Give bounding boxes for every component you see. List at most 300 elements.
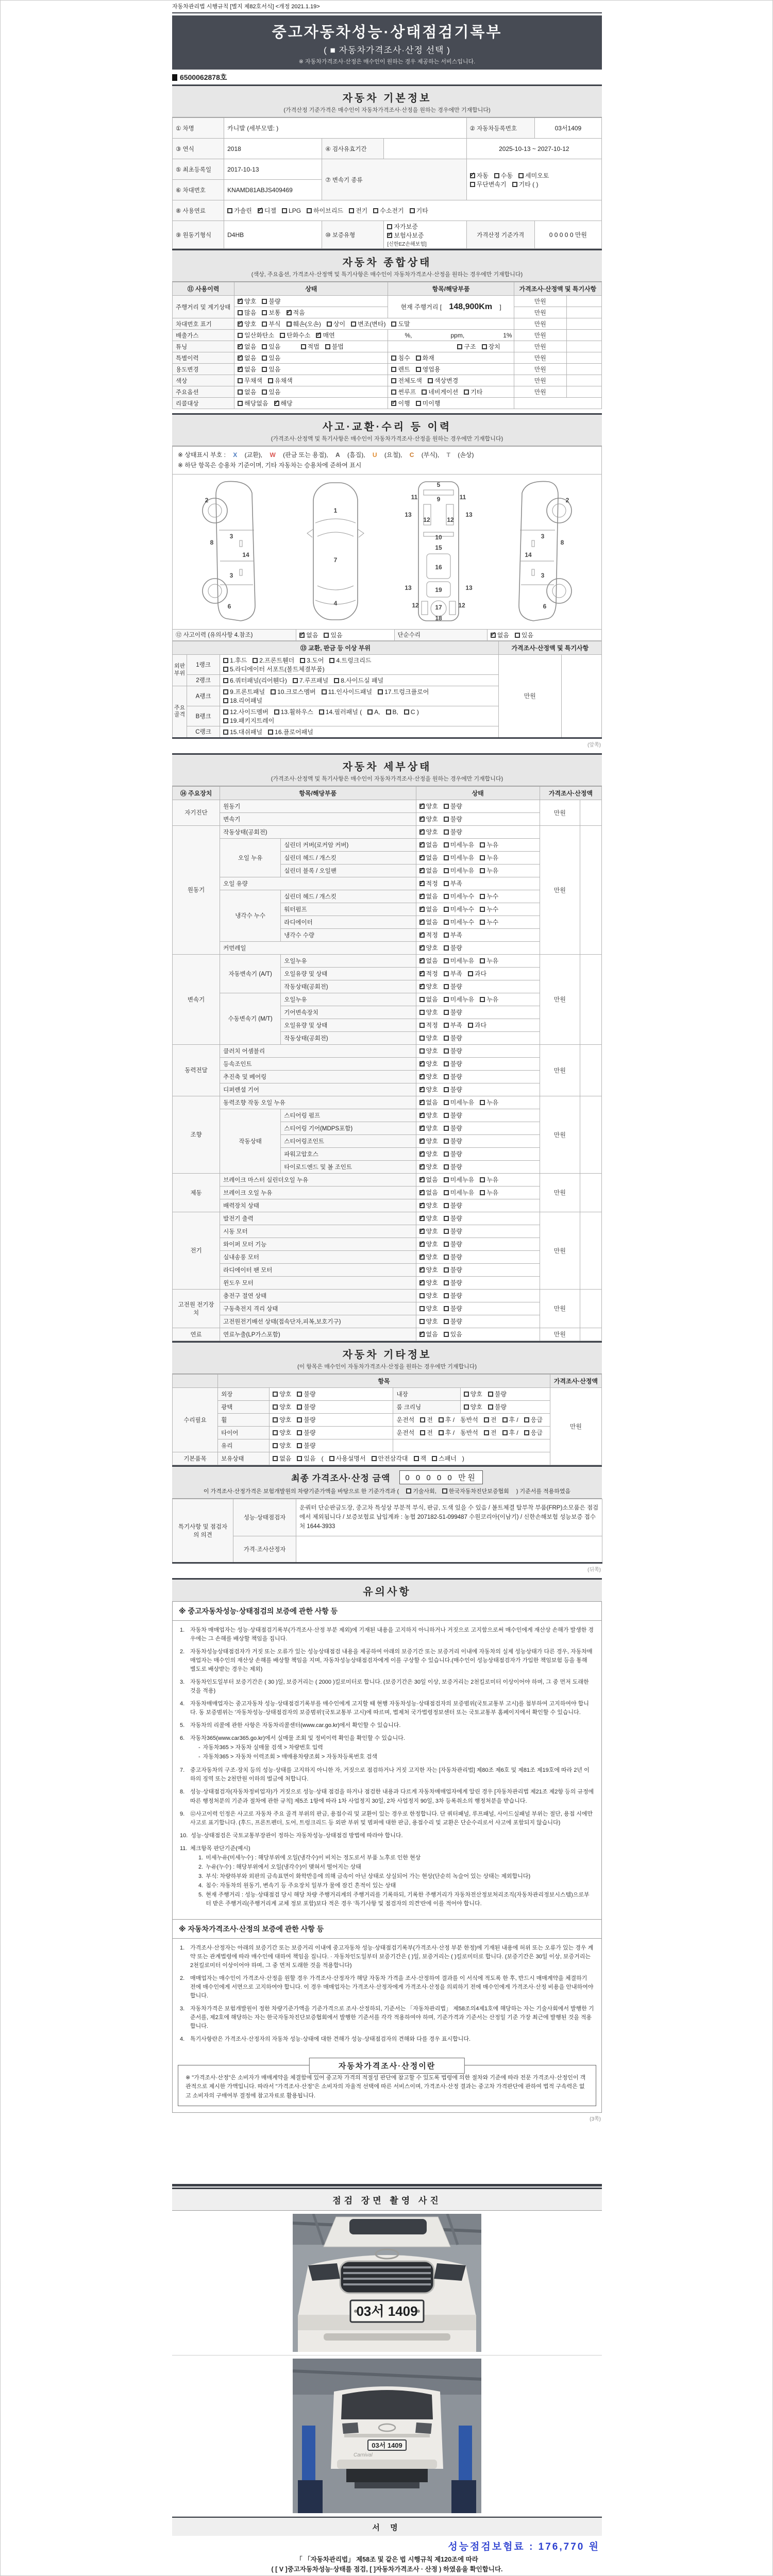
checkbox-icon[interactable] [223, 698, 228, 703]
checkbox-checked-icon[interactable] [419, 1242, 425, 1247]
checkbox-icon[interactable] [482, 344, 487, 349]
label: 장치 [488, 343, 500, 350]
label: ※ 상태표시 부호 : [178, 451, 228, 459]
table-cell: 주요골격 [173, 686, 187, 738]
checkbox-checked-icon[interactable] [419, 1074, 425, 1079]
checkbox-icon[interactable] [480, 920, 485, 925]
table-cell [416, 1083, 540, 1096]
checkbox-checked-icon[interactable] [419, 1087, 425, 1092]
section-overall-subtitle: (색상, 주요옵션, 가격조사·산정액 및 특기사항은 매수인이 자동차가격조사·산정을 원하는 경우에만 기재합니다) [251, 272, 523, 278]
label: 없음 [426, 1176, 438, 1184]
label: 불량 [304, 1391, 316, 1398]
checkbox-icon[interactable] [372, 1456, 377, 1461]
checkbox-icon[interactable] [416, 401, 421, 406]
checkbox-icon[interactable] [273, 1430, 278, 1435]
photo-rear-view [293, 2359, 481, 2513]
table-cell [566, 386, 601, 398]
table-cell [388, 341, 514, 352]
checkbox-checked-icon[interactable] [238, 299, 243, 304]
checkbox-icon[interactable] [515, 633, 520, 638]
checkbox-option [444, 816, 462, 823]
checkbox-icon[interactable] [419, 997, 425, 1002]
checkbox-checked-icon[interactable] [419, 1229, 425, 1234]
checkbox-icon[interactable] [470, 182, 475, 187]
checkbox-checked-icon[interactable] [419, 1190, 425, 1195]
section-detail-subtitle: (가격조사·산정액 및 특기사항은 매수인이 자동차가격조사·산정을 원하는 경우에만 기재합니다) [271, 775, 503, 782]
checkbox-icon[interactable] [444, 920, 449, 925]
label: 디젤 [264, 207, 277, 214]
checkbox-checked-icon[interactable] [419, 945, 425, 951]
checkbox-icon[interactable] [518, 173, 524, 178]
checkbox-checked-icon[interactable] [419, 1177, 425, 1182]
checkbox-checked-icon[interactable] [419, 1113, 425, 1118]
table-cell: 변속기 [220, 812, 416, 825]
table-cell: 자동변속기 (A/T) [220, 954, 281, 993]
label: 기술사회, [413, 1488, 436, 1495]
checkbox-icon[interactable] [273, 1392, 278, 1397]
checkbox-icon[interactable] [273, 1404, 278, 1410]
text-part [178, 451, 227, 459]
checkbox-checked-icon[interactable] [419, 1139, 425, 1144]
checkbox-option [391, 388, 416, 396]
checkbox-icon[interactable] [297, 1430, 302, 1435]
checkbox-checked-icon[interactable] [419, 829, 425, 835]
checkbox-icon[interactable] [280, 333, 285, 338]
checkbox-icon[interactable] [327, 321, 332, 327]
checkbox-icon[interactable] [444, 881, 449, 886]
checkbox-option-checked [419, 906, 438, 913]
table-cell [416, 812, 540, 825]
checkbox-icon[interactable] [223, 689, 228, 694]
checkbox-icon[interactable] [287, 321, 292, 327]
checkbox-icon[interactable] [262, 344, 267, 349]
checkbox-icon[interactable] [524, 1430, 529, 1435]
checkbox-checked-icon[interactable] [419, 1203, 425, 1208]
confirmation-statement [172, 2554, 602, 2574]
checkbox-icon[interactable] [419, 1048, 425, 1054]
checkbox-icon[interactable] [444, 907, 449, 912]
checkbox-checked-icon[interactable] [419, 855, 425, 860]
table-cell: 특별이력 [173, 352, 234, 364]
checkbox-icon[interactable] [444, 817, 449, 822]
final-price-amount: 0 0 0 0 0 만원 [399, 1470, 483, 1484]
checkbox-checked-icon[interactable] [258, 208, 263, 213]
checkbox-icon[interactable] [300, 658, 305, 663]
checkbox-icon[interactable] [410, 208, 415, 213]
checkbox-icon[interactable] [329, 658, 334, 663]
checkbox-icon[interactable] [238, 310, 243, 315]
checkbox-icon[interactable] [480, 958, 485, 963]
checkbox-icon[interactable] [387, 224, 392, 229]
checkbox-icon[interactable] [271, 689, 276, 694]
checkbox-icon[interactable] [457, 344, 462, 349]
checkbox-icon[interactable] [297, 1392, 302, 1397]
checkbox-checked-icon[interactable] [419, 1100, 425, 1105]
checkbox-icon[interactable] [464, 389, 469, 395]
checkbox-checked-icon[interactable] [419, 1267, 425, 1273]
table-cell [388, 375, 514, 386]
checkbox-option [238, 388, 256, 396]
checkbox-option [480, 841, 498, 849]
checkbox-option [391, 354, 410, 362]
checkbox-icon[interactable] [268, 730, 273, 735]
checkbox-checked-icon[interactable] [419, 817, 425, 822]
checkbox-icon[interactable] [444, 1280, 449, 1285]
checkbox-icon[interactable] [351, 321, 356, 327]
checkbox-icon[interactable] [444, 1036, 449, 1041]
table-cell [580, 1289, 601, 1328]
page-mark-front: (앞쪽) [587, 742, 601, 748]
checkbox-icon[interactable] [297, 1443, 302, 1448]
checkbox-icon[interactable] [253, 658, 258, 663]
table-cell: 수동변속기 (M/T) [220, 993, 281, 1044]
table-cell [416, 1263, 540, 1276]
checkbox-icon[interactable] [468, 971, 473, 976]
checkbox-icon[interactable] [444, 1139, 449, 1144]
label: 안전삼각대 [378, 1455, 408, 1463]
checkbox-icon[interactable] [349, 208, 354, 213]
checkbox-icon[interactable] [420, 1430, 425, 1435]
checkbox-icon[interactable] [223, 709, 228, 715]
checkbox-checked-icon[interactable] [419, 971, 425, 976]
checkbox-icon[interactable] [238, 401, 243, 406]
checkbox-icon[interactable] [262, 321, 267, 327]
checkbox-icon[interactable] [494, 173, 499, 178]
diagram-part-number: 2 [565, 496, 569, 504]
checkbox-icon[interactable] [444, 894, 449, 899]
checkbox-icon[interactable] [391, 321, 396, 327]
label: W [270, 451, 276, 459]
checkbox-option [273, 1429, 291, 1436]
checkbox-icon[interactable] [262, 367, 267, 372]
label: 불법 [331, 343, 344, 350]
checkbox-checked-icon[interactable] [419, 920, 425, 925]
checkbox-icon[interactable] [293, 678, 298, 683]
table-row [173, 941, 602, 954]
checkbox-icon[interactable] [391, 367, 396, 372]
checkbox-icon[interactable] [480, 868, 485, 873]
text-part [346, 451, 367, 459]
checkbox-icon[interactable] [444, 971, 449, 976]
checkbox-checked-icon[interactable] [419, 1216, 425, 1221]
label: 불량 [450, 1202, 462, 1210]
table-cell: 추진축 및 베어링 [220, 1070, 416, 1083]
checkbox-icon[interactable] [468, 1023, 473, 1028]
checkbox-icon[interactable] [488, 1392, 493, 1397]
checkbox-checked-icon[interactable] [419, 984, 425, 989]
checkbox-icon[interactable] [512, 182, 517, 187]
checkbox-icon[interactable] [484, 1417, 489, 1422]
checkbox-icon[interactable] [238, 333, 243, 338]
checkbox-icon[interactable] [444, 1151, 449, 1157]
checkbox-icon[interactable] [329, 1456, 334, 1461]
checkbox-checked-icon[interactable] [274, 401, 279, 406]
checkbox-checked-icon[interactable] [419, 958, 425, 963]
checkbox-checked-icon[interactable] [419, 1151, 425, 1157]
checkbox-icon[interactable] [480, 855, 485, 860]
checkbox-icon[interactable] [444, 1190, 449, 1195]
checkbox-icon[interactable] [444, 958, 449, 963]
section-detail-header [172, 753, 602, 786]
diagram-part-number: 3 [541, 571, 544, 579]
text-part [498, 303, 501, 311]
checkbox-icon[interactable] [367, 709, 373, 715]
checkbox-icon[interactable] [524, 1417, 529, 1422]
checkbox-checked-icon[interactable] [470, 173, 475, 178]
table-row [173, 159, 602, 180]
label: 부족 [450, 931, 462, 939]
checkbox-icon[interactable] [262, 355, 267, 361]
checkbox-icon[interactable] [480, 842, 485, 848]
checkbox-checked-icon[interactable] [419, 894, 425, 899]
checkbox-icon[interactable] [444, 1023, 449, 1028]
checkbox-icon[interactable] [238, 378, 243, 383]
label: [신한EZ손해보험] [387, 242, 427, 247]
checkbox-checked-icon[interactable] [316, 333, 321, 338]
checkbox-icon[interactable] [262, 310, 267, 315]
diagram-part-number: 13 [405, 511, 412, 518]
checkbox-icon[interactable] [322, 689, 327, 694]
checkbox-icon[interactable] [480, 1190, 485, 1195]
checkbox-icon[interactable] [297, 1456, 302, 1461]
checkbox-option [444, 854, 474, 861]
label: 응급 [530, 1416, 543, 1424]
table-cell: 만원 [540, 1212, 580, 1289]
checkbox-icon[interactable] [444, 1203, 449, 1208]
checkbox-checked-icon[interactable] [419, 1126, 425, 1131]
checkbox-icon[interactable] [444, 1113, 449, 1118]
checkbox-icon[interactable] [444, 1332, 449, 1337]
checkbox-checked-icon[interactable] [419, 907, 425, 912]
table-cell: ⑩ 보증유형 [322, 221, 384, 249]
label: 미세누수 [450, 919, 475, 926]
checkbox-icon[interactable] [391, 378, 396, 383]
table-cell: 커먼레일 [220, 941, 416, 954]
checkbox-checked-icon[interactable] [391, 401, 396, 406]
checkbox-icon[interactable] [297, 1417, 302, 1422]
checkbox-icon[interactable] [223, 667, 228, 672]
notice-item-number: 2. [180, 1975, 185, 1982]
checkbox-icon[interactable] [416, 367, 421, 372]
table-cell: 배출가스 [173, 330, 234, 341]
checkbox-option [297, 1403, 315, 1411]
checkbox-checked-icon[interactable] [491, 633, 496, 638]
checkbox-checked-icon[interactable] [299, 633, 305, 638]
checkbox-icon[interactable] [274, 709, 279, 715]
checkbox-icon[interactable] [419, 1036, 425, 1041]
checkbox-option-checked [419, 983, 438, 990]
checkbox-icon[interactable] [444, 1293, 449, 1298]
checkbox-icon[interactable] [439, 1430, 444, 1435]
checkbox-icon[interactable] [273, 1417, 278, 1422]
checkbox-icon[interactable] [404, 709, 409, 715]
checkbox-icon[interactable] [444, 1306, 449, 1311]
checkbox-icon[interactable] [444, 829, 449, 835]
checkbox-option [282, 207, 301, 214]
label: 불량 [304, 1403, 316, 1411]
checkbox-checked-icon[interactable] [419, 868, 425, 873]
checkbox-icon[interactable] [428, 378, 433, 383]
label: 렌트 [398, 366, 410, 373]
checkbox-icon[interactable] [419, 1010, 425, 1015]
checkbox-checked-icon[interactable] [419, 1164, 425, 1170]
checkbox-icon[interactable] [419, 1306, 425, 1311]
checkbox-icon[interactable] [422, 389, 427, 395]
checkbox-icon[interactable] [439, 1417, 444, 1422]
checkbox-icon[interactable] [444, 984, 449, 989]
checkbox-icon[interactable] [297, 1404, 302, 1410]
label: 8.사이드실 패널 [341, 676, 384, 684]
checkbox-option [428, 377, 458, 384]
diagram-part-number: 14 [242, 551, 250, 558]
checkbox-icon[interactable] [444, 855, 449, 860]
table-cell [460, 1387, 550, 1400]
checkbox-icon[interactable] [444, 1126, 449, 1131]
checkbox-icon[interactable] [238, 389, 243, 395]
checkbox-option [325, 343, 344, 350]
checkbox-checked-icon[interactable] [419, 881, 425, 886]
checkbox-checked-icon[interactable] [238, 355, 243, 361]
checkbox-icon[interactable] [444, 1061, 449, 1066]
checkbox-checked-icon[interactable] [287, 310, 292, 315]
notice-item [180, 1734, 594, 1762]
checkbox-icon[interactable] [319, 709, 324, 715]
checkbox-icon[interactable] [480, 907, 485, 912]
table-cell: 튜닝 [173, 341, 234, 352]
checkbox-icon[interactable] [444, 1074, 449, 1079]
checkbox-option-checked [419, 1331, 438, 1338]
checkbox-icon[interactable] [444, 1255, 449, 1260]
text-part [460, 1429, 478, 1436]
checkbox-icon[interactable] [444, 1048, 449, 1054]
checkbox-icon[interactable] [444, 933, 449, 938]
checkbox-icon[interactable] [325, 344, 330, 349]
checkbox-icon[interactable] [419, 1023, 425, 1028]
checkbox-option [444, 1009, 462, 1016]
checkbox-icon[interactable] [406, 1488, 411, 1494]
checkbox-icon[interactable] [223, 678, 228, 683]
table-cell: ② 자동차등록번호 [466, 118, 534, 139]
checkbox-icon[interactable] [442, 1488, 447, 1494]
checkbox-icon[interactable] [301, 344, 306, 349]
checkbox-icon[interactable] [227, 208, 232, 213]
checkbox-icon[interactable] [223, 658, 228, 663]
checkbox-icon[interactable] [464, 1392, 469, 1397]
checkbox-option [297, 1391, 315, 1398]
checkbox-icon[interactable] [391, 389, 396, 395]
checkbox-icon[interactable] [419, 1319, 425, 1324]
table-row [173, 1044, 602, 1057]
checkbox-icon[interactable] [419, 1293, 425, 1298]
checkbox-icon[interactable] [484, 1430, 489, 1435]
checkbox-icon[interactable] [480, 1177, 485, 1182]
checkbox-icon[interactable] [262, 299, 267, 304]
checkbox-checked-icon[interactable] [419, 804, 425, 809]
checkbox-icon[interactable] [444, 1216, 449, 1221]
checkbox-icon[interactable] [373, 208, 378, 213]
checkbox-checked-icon[interactable] [238, 367, 243, 372]
checkbox-icon[interactable] [444, 1319, 449, 1324]
checkbox-icon[interactable] [444, 997, 449, 1002]
checkbox-checked-icon[interactable] [419, 1280, 425, 1285]
checkbox-checked-icon[interactable] [238, 344, 243, 349]
checkbox-icon[interactable] [378, 689, 383, 694]
checkbox-checked-icon[interactable] [419, 1332, 425, 1337]
checkbox-icon[interactable] [282, 208, 287, 213]
checkbox-icon[interactable] [223, 718, 228, 723]
checkbox-icon[interactable] [444, 945, 449, 951]
checkbox-icon[interactable] [502, 1417, 508, 1422]
checkbox-icon[interactable] [464, 1404, 469, 1410]
label: 적법 [307, 343, 320, 350]
label: %, [405, 331, 412, 339]
checkbox-icon[interactable] [444, 842, 449, 848]
table-cell [416, 1225, 540, 1238]
checkbox-icon[interactable] [444, 1229, 449, 1234]
checkbox-icon[interactable] [480, 894, 485, 899]
checkbox-icon[interactable] [444, 1087, 449, 1092]
checkbox-checked-icon[interactable] [238, 321, 243, 327]
label: 침수 [398, 354, 410, 362]
checkbox-icon[interactable] [223, 730, 228, 735]
label: 불량 [450, 1086, 462, 1094]
checkbox-icon[interactable] [273, 1443, 278, 1448]
table-cell: 등속조인트 [220, 1057, 416, 1070]
table-cell [416, 877, 540, 890]
checkbox-checked-icon[interactable] [419, 933, 425, 938]
checkbox-icon[interactable] [444, 868, 449, 873]
checkbox-option [444, 1022, 462, 1029]
checkbox-checked-icon[interactable] [387, 233, 392, 238]
checkbox-icon[interactable] [444, 1100, 449, 1105]
checkbox-icon[interactable] [416, 355, 421, 361]
table-cell [416, 1160, 540, 1173]
checkbox-icon[interactable] [391, 355, 396, 361]
table-cell: 자기진단 [173, 800, 220, 825]
checkbox-option [444, 1253, 462, 1261]
checkbox-icon[interactable] [268, 378, 273, 383]
checkbox-icon[interactable] [444, 1164, 449, 1170]
checkbox-icon[interactable] [307, 208, 312, 213]
checkbox-icon[interactable] [444, 1267, 449, 1273]
checkbox-icon[interactable] [262, 389, 267, 395]
checkbox-icon[interactable] [414, 1456, 419, 1461]
opinion-row-1 [173, 1499, 602, 1536]
checkbox-icon[interactable] [444, 1177, 449, 1182]
label: 없음 [426, 996, 438, 1004]
table-cell: 외판부위 [173, 654, 187, 686]
checkbox-icon[interactable] [488, 1404, 493, 1410]
checkbox-icon[interactable] [444, 804, 449, 809]
checkbox-icon[interactable] [386, 709, 391, 715]
checkbox-icon[interactable] [334, 678, 339, 683]
text-part [447, 451, 450, 459]
checkbox-checked-icon[interactable] [419, 1255, 425, 1260]
checkbox-icon[interactable] [420, 1417, 425, 1422]
checkbox-icon[interactable] [324, 633, 329, 638]
checkbox-checked-icon[interactable] [419, 1061, 425, 1066]
label: 불량 [450, 944, 462, 952]
table-cell: 만원 [514, 318, 566, 330]
checkbox-icon[interactable] [502, 1430, 508, 1435]
checkbox-icon[interactable] [273, 1456, 278, 1461]
checkbox-icon[interactable] [480, 1100, 485, 1105]
checkbox-icon[interactable] [432, 1456, 437, 1461]
checkbox-icon[interactable] [480, 997, 485, 1002]
checkbox-icon[interactable] [444, 1010, 449, 1015]
checkbox-checked-icon[interactable] [419, 842, 425, 848]
checkbox-icon[interactable] [444, 1242, 449, 1247]
